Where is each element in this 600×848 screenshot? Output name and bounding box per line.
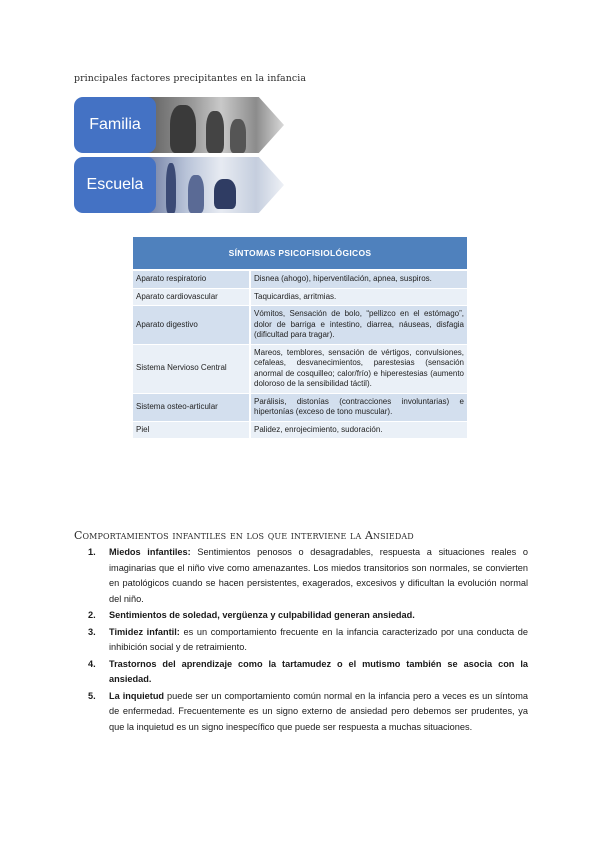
item-lead: Miedos infantiles: <box>109 547 191 557</box>
symptoms-cell: Palidez, enrojecimiento, sudoración. <box>250 421 467 439</box>
item-lead: Trastornos del aprendizaje como la tartamudez o el mutismo también se asocia con la ansiedad. <box>109 658 528 684</box>
factor-label: Familia <box>74 97 156 153</box>
item-number: 5. <box>88 690 96 701</box>
table-header: SÍNTOMAS PSICOFISIOLÓGICOS <box>133 237 467 270</box>
list-item <box>88 625 528 656</box>
system-cell: Sistema osteo-articular <box>133 393 250 421</box>
item-lead: Timidez infantil: <box>109 626 180 637</box>
list-item <box>88 545 528 607</box>
table-row <box>133 393 467 421</box>
item-lead: Sentimientos de soledad, vergüenza y culpabilidad generan ansiedad. <box>109 610 415 620</box>
item-number: 2. <box>88 610 96 620</box>
symptoms-cell: Mareos, temblores, sensación de vértigos, convulsiones, cefaleas, desvanecimientos, parestesias (sensación anormal de cosquilleo; calor/frío) e hiperestesias (aumento doloroso de la sensibilidad táctil). <box>250 344 467 393</box>
behaviour-list <box>88 545 528 736</box>
item-text: Sentimientos penosos o desagradables, respuesta a situaciones reales o imaginarias que el niño vive como amenazantes. Los miedos transitorios son normales, se convierten en patológicos cuando se hacen persistentes, exagerados, excesivos y dificultan la evolución normal del niño. <box>109 547 528 604</box>
list-item <box>88 608 528 624</box>
item-lead: La inquietud <box>109 690 165 701</box>
symptoms-cell: Parálisis, distonías (contracciones involuntarias) e hipertonías (exceso de tono muscular). <box>250 393 467 421</box>
table-row <box>133 306 467 345</box>
system-cell: Aparato cardiovascular <box>133 288 250 306</box>
symptoms-table <box>133 237 467 439</box>
section-title-behaviours: Comportamientos infantiles en los que interviene la Ansiedad <box>74 529 414 542</box>
item-number: 4. <box>88 658 96 669</box>
school-photo <box>144 157 284 213</box>
family-photo <box>144 97 284 153</box>
factor-familia <box>74 97 284 153</box>
list-item <box>88 689 528 736</box>
system-cell: Aparato digestivo <box>133 306 250 345</box>
item-text: es un comportamiento frecuente en la infancia caracterizado por una conducta de inhibición social y de retraimiento. <box>109 626 528 652</box>
factor-label: Escuela <box>74 157 156 213</box>
symptoms-cell: Disnea (ahogo), hiperventilación, apnea, suspiros. <box>250 270 467 288</box>
table-row <box>133 288 467 306</box>
system-cell: Piel <box>133 421 250 439</box>
section-title-factors: principales factores precipitantes en la infancia <box>74 73 307 84</box>
table-row <box>133 344 467 393</box>
item-number: 3. <box>88 626 96 637</box>
table-row <box>133 270 467 288</box>
item-text: puede ser un comportamiento común normal en la infancia pero a veces es un síntoma de enfermedad. Frecuentemente es un signo externo de ansiedad pero debemos ser prudentes, ya que la inquietud es un signo inespecífico que puede ser respuesta a muchas situaciones. <box>109 690 528 732</box>
symptoms-cell: Taquicardias, arritmias. <box>250 288 467 306</box>
symptoms-cell: Vómitos, Sensación de bolo, “pellizco en el estómago”, dolor de barriga e intestino, diarrea, náuseas, disfagia (dificultad para tragar). <box>250 306 467 345</box>
factor-escuela <box>74 157 284 213</box>
system-cell: Sistema Nervioso Central <box>133 344 250 393</box>
item-number: 1. <box>88 547 96 557</box>
list-item <box>88 657 528 688</box>
system-cell: Aparato respiratorio <box>133 270 250 288</box>
table-row <box>133 421 467 439</box>
